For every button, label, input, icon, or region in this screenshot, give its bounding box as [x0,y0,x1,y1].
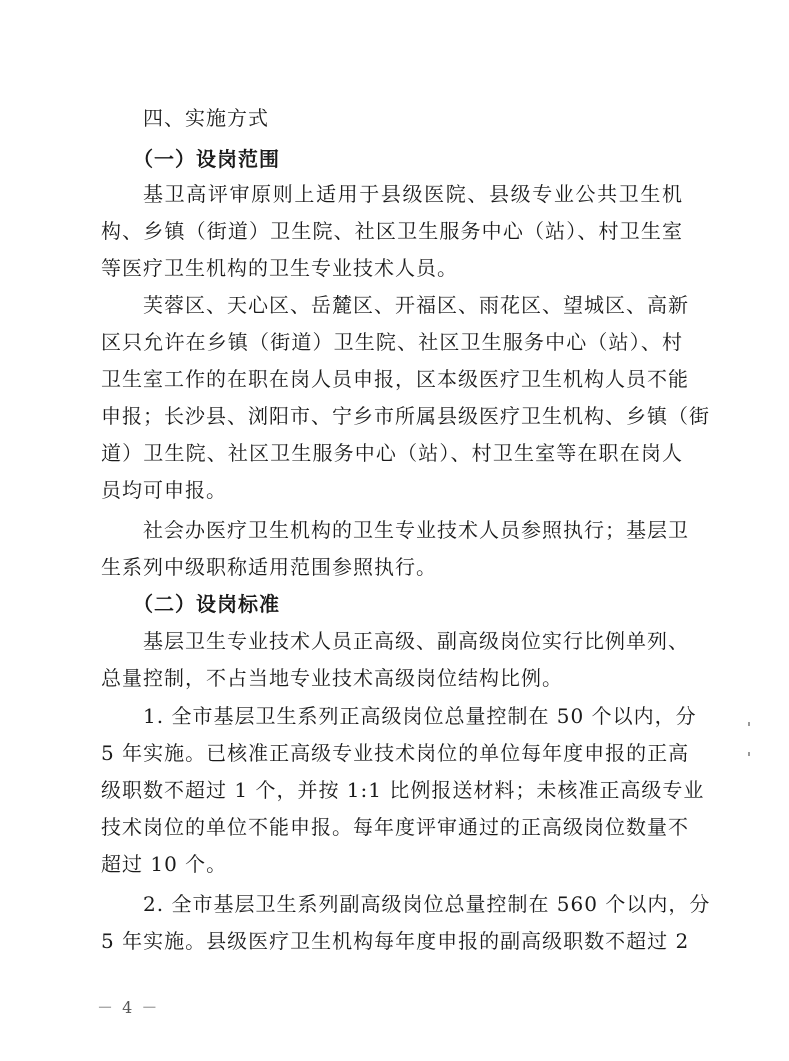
paragraph-line: 道）卫生院、社区卫生服务中心（站）、村卫生室等在职在岗人 [101,441,683,465]
list-item-line: 1. 全市基层卫生系列正高级岗位总量控制在 50 个以内，分 [143,704,697,728]
list-item-line: 超过 10 个。 [101,852,228,876]
paragraph-line: 基层卫生专业技术人员正高级、副高级岗位实行比例单列、 [143,629,689,653]
section-heading: 四、实施方式 [143,106,269,130]
paragraph-line: 芙蓉区、天心区、岳麓区、开福区、雨花区、望城区、高新 [143,293,689,317]
paragraph-line: 员均可申报。 [101,478,227,502]
paragraph-line: 卫生室工作的在职在岗人员申报，区本级医疗卫生机构人员不能 [101,367,689,391]
paragraph-line: 申报；长沙县、浏阳市、宁乡市所属县级医疗卫生机构、乡镇（街 [101,404,710,428]
list-item-line: 5 年实施。已核准正高级专业技术岗位的单位每年度申报的正高 [101,741,690,765]
paragraph-line: 区只允许在乡镇（街道）卫生院、社区卫生服务中心（站）、村 [101,330,683,354]
list-item-line: 2. 全市基层卫生系列副高级岗位总量控制在 560 个以内，分 [143,892,711,916]
paragraph-line: 基卫高评审原则上适用于县级医院、县级专业公共卫生机 [143,182,683,206]
paragraph-line: 构、乡镇（街道）卫生院、社区卫生服务中心（站）、村卫生室 [101,219,683,243]
list-item-line: 技术岗位的单位不能申报。每年度评审通过的正高级岗位数量不 [101,815,689,839]
paragraph-line: 等医疗卫生机构的卫生专业技术人员。 [101,256,458,280]
subsection-2-heading: （二）设岗标准 [133,592,280,616]
scan-mark [748,722,750,726]
list-item-line: 5 年实施。县级医疗卫生机构每年度申报的副高级职数不超过 2 [101,929,690,953]
paragraph-line: 生系列中级职称适用范围参照执行。 [101,555,437,579]
paragraph-line: 社会办医疗卫生机构的卫生专业技术人员参照执行；基层卫 [143,518,689,542]
subsection-1-heading: （一）设岗范围 [133,147,280,171]
paragraph-line: 总量控制，不占当地专业技术高级岗位结构比例。 [101,666,563,690]
scan-mark [748,752,750,756]
page-number: － 4 － [97,998,160,1017]
list-item-line: 级职数不超过 1 个，并按 1:1 比例报送材料；未核准正高级专业 [101,778,705,802]
